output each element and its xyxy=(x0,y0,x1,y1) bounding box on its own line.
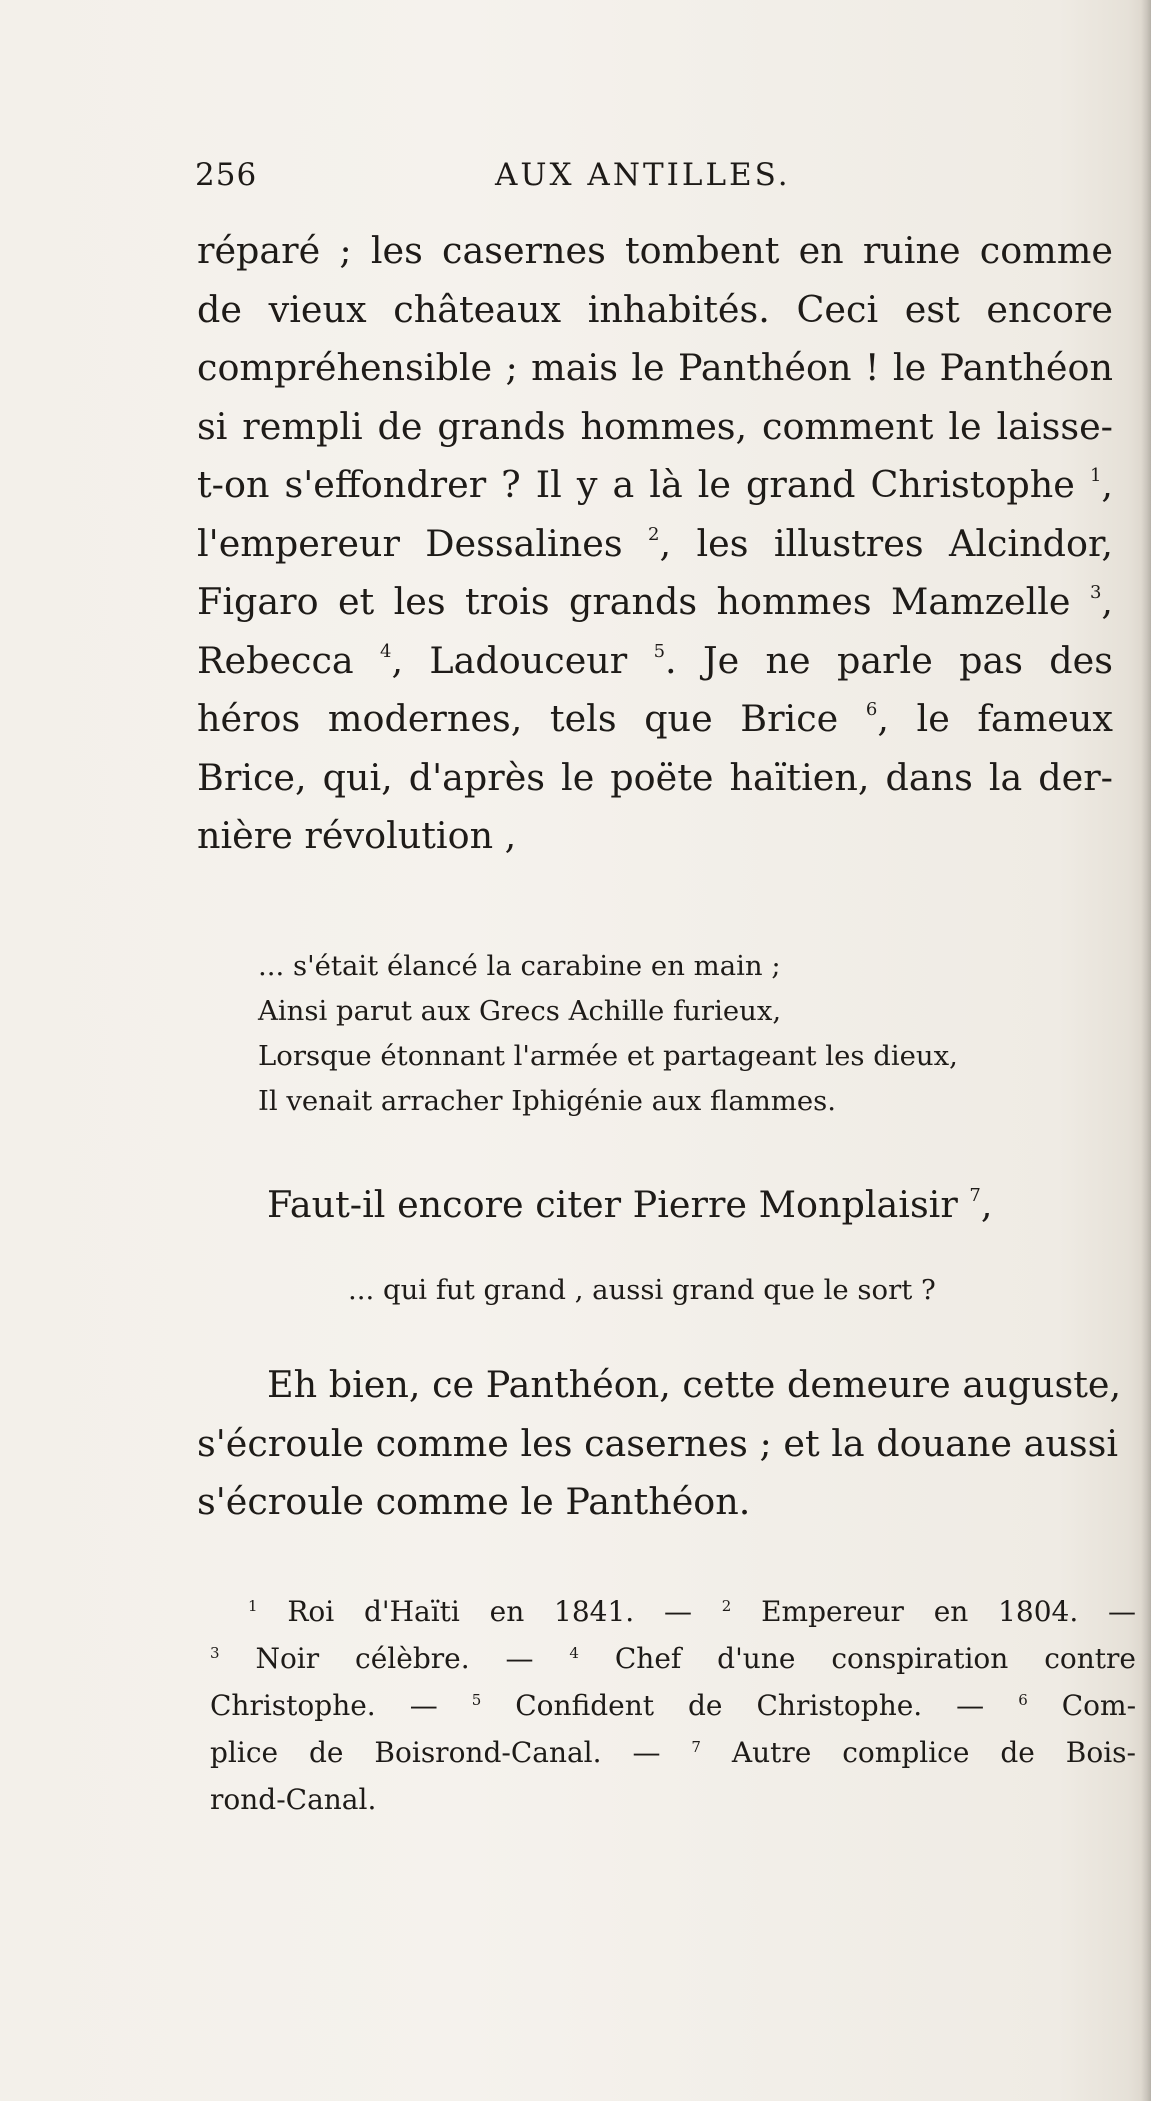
text-line xyxy=(197,515,1113,574)
footnote-ref: 3 xyxy=(1089,582,1102,603)
text-segment: Faut-il encore citer Pierre Monplaisir xyxy=(267,1183,958,1226)
text-segment: , le fameux xyxy=(877,697,1113,740)
footnote-text: Com- xyxy=(1061,1689,1137,1722)
text-line xyxy=(197,690,1113,749)
footnote-ref: 5 xyxy=(653,640,666,662)
footnote-ref: 1 xyxy=(1089,465,1102,486)
text-line: de vieux châteaux inhabités. Ceci est encore xyxy=(197,287,1113,331)
text-segment: l'empereur Dessalines xyxy=(197,521,623,565)
footnote-number: 7 xyxy=(691,1738,701,1756)
text-line xyxy=(197,456,1113,515)
footnote-text: Autre complice de Bois- xyxy=(731,1736,1136,1769)
footnote-ref: 2 xyxy=(647,523,660,545)
footnote-number: 5 xyxy=(471,1691,482,1709)
punctuation: , xyxy=(1101,580,1114,623)
text-line xyxy=(197,573,1113,632)
text-segment: Figaro et les trois grands hommes Mamzelle xyxy=(197,580,1071,623)
text-line: nière révolution , xyxy=(197,814,517,857)
text-segment: , Ladouceur xyxy=(391,638,628,682)
text-segment: . Je ne parle pas des xyxy=(665,638,1113,682)
footnote-text: Roi d'Haïti en 1841. — xyxy=(287,1595,692,1628)
verse-line: Ainsi parut aux Grecs Achille furieux, xyxy=(258,995,782,1027)
footnote-line xyxy=(210,1588,1136,1635)
text-line: s'écroule comme les casernes ; et la douane aussi xyxy=(197,1421,1119,1465)
paragraph-3 xyxy=(197,1356,1122,1532)
footnote-number: 1 xyxy=(248,1597,258,1615)
footnote-number: 4 xyxy=(569,1644,579,1662)
footnote-ref: 4 xyxy=(380,640,392,662)
footnote-text: Christophe. — xyxy=(210,1689,438,1722)
footnotes xyxy=(210,1588,1136,1823)
text-line: réparé ; les casernes tombent en ruine comme xyxy=(197,229,1113,272)
text-line: s'écroule comme le Panthéon. xyxy=(197,1480,751,1523)
text-segment: Rebecca xyxy=(197,638,354,682)
verse-quotation-1 xyxy=(258,944,1058,1124)
punctuation: , xyxy=(980,1183,993,1226)
footnote-ref: 6 xyxy=(865,699,878,720)
verse-line: Il venait arracher Iphigénie aux flammes. xyxy=(258,1085,837,1117)
footnote-text: Empereur en 1804. — xyxy=(761,1595,1137,1628)
page-edge-shadow xyxy=(1141,0,1151,2101)
footnote-number: 2 xyxy=(721,1597,732,1615)
text-segment: , les illustres Alcindor, xyxy=(659,521,1113,565)
footnote-line xyxy=(210,1682,1136,1729)
footnote-line xyxy=(210,1635,1136,1682)
text-segment: héros modernes, tels que Brice xyxy=(197,697,839,740)
text-line xyxy=(197,1176,1113,1235)
footnote-text: Chef d'une conspiration contre xyxy=(614,1642,1136,1675)
text-line: Eh bien, ce Panthéon, cette demeure auguste, xyxy=(267,1363,1122,1406)
text-line: si rempli de grands hommes, comment le laisse- xyxy=(197,404,1113,448)
footnote-number: 3 xyxy=(210,1644,220,1662)
verse-line: ... s'était élancé la carabine en main ; xyxy=(258,950,781,982)
text-line xyxy=(197,632,1113,691)
footnote-number: 6 xyxy=(1018,1691,1028,1709)
footnote-text: Noir célèbre. — xyxy=(255,1642,534,1675)
verse-line: Lorsque étonnant l'armée et partageant les dieux, xyxy=(258,1040,958,1072)
paragraph-1 xyxy=(197,222,1113,866)
footnote-text: Confident de Christophe. — xyxy=(515,1689,985,1722)
running-title: AUX ANTILLES. xyxy=(495,157,791,193)
page-number: 256 xyxy=(195,157,258,193)
page-header xyxy=(195,150,1135,200)
text-line: compréhensible ; mais le Panthéon ! le Panthéon xyxy=(197,346,1113,389)
paragraph-2 xyxy=(197,1176,1113,1235)
footnote-line: rond-Canal. xyxy=(210,1783,377,1816)
verse-quotation-2: ... qui fut grand , aussi grand que le sort ? xyxy=(348,1274,936,1306)
punctuation: , xyxy=(1101,463,1113,506)
footnote-line xyxy=(210,1729,1136,1776)
footnote-ref: 7 xyxy=(969,1185,981,1206)
text-line: Brice, qui, d'après le poëte haïtien, dans la der- xyxy=(197,755,1113,799)
footnote-text: plice de Boisrond-Canal. — xyxy=(210,1736,661,1769)
text-segment: t-on s'effondrer ? Il y a là le grand Christophe xyxy=(197,463,1075,506)
